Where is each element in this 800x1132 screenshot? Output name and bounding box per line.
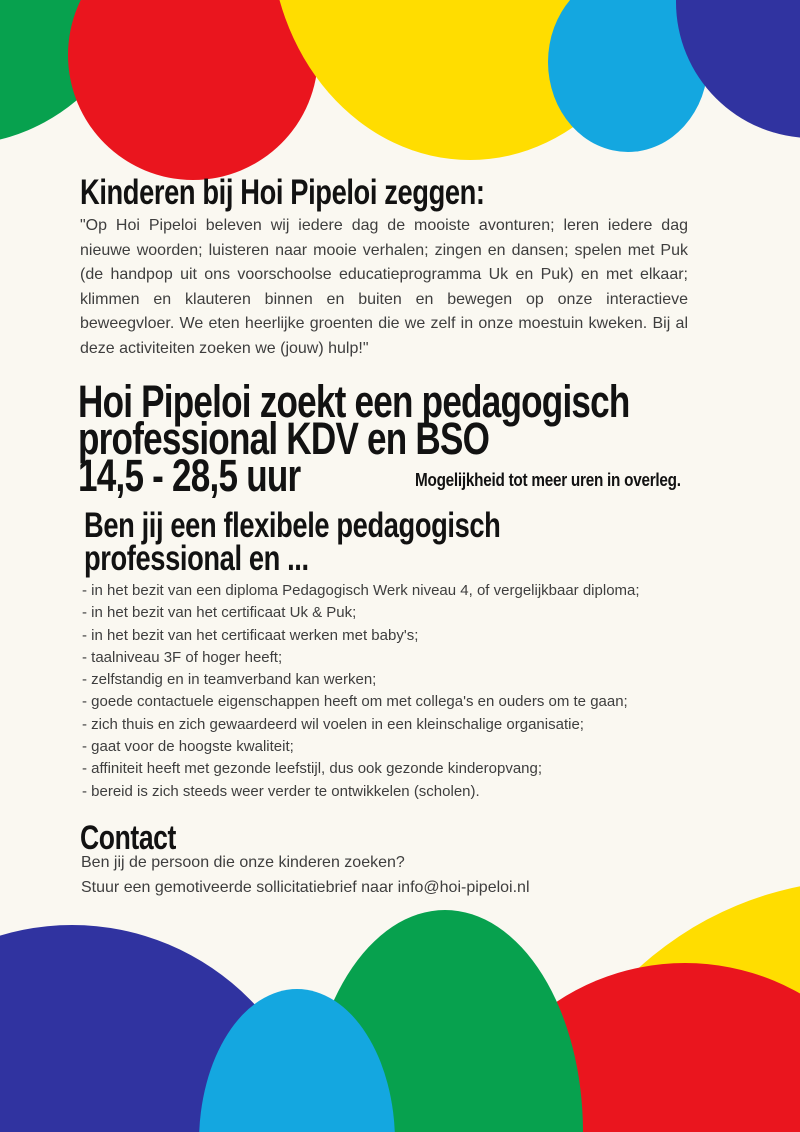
testimonial-body: "Op Hoi Pipeloi beleven wij iedere dag de mooiste avonturen; leren iedere dag nieuwe woorden; luisteren naar mooie verhalen; zingen en dansen; spelen met Puk (de handpop uit ons voorschoolse educatieprogramma Uk en Puk) en met elkaar; klimmen en klauteren binnen en buiten en bewegen op onze interactieve beweegvloer. We eten heerlijke groenten die we zelf in onze moestuin kweken. Bij al deze activiteiten zoeken we (jouw) hulp!" bbox=[80, 217, 688, 357]
vacancy-title-hours: 14,5 - 28,5 uur bbox=[78, 450, 301, 501]
contact-block bbox=[81, 850, 701, 901]
decor-circle-red-top-left bbox=[68, 0, 318, 180]
requirements-heading bbox=[84, 506, 501, 578]
requirement-item: - in het bezit van het certificaat werken met baby's; bbox=[82, 626, 419, 644]
requirement-item: - taalniveau 3F of hoger heeft; bbox=[82, 648, 283, 666]
requirements-list bbox=[82, 580, 722, 803]
contact-question-line: Ben jij de persoon die onze kinderen zoeken? bbox=[81, 854, 405, 871]
vacancy-title-line2: professional KDV en BSO bbox=[78, 413, 490, 464]
testimonial-heading: Kinderen bij Hoi Pipeloi zeggen: bbox=[80, 173, 485, 212]
decor-circle-blue-top-right bbox=[676, 0, 800, 138]
requirement-item: - affiniteit heeft met gezonde leefstijl, dus ook gezonde kinderopvang; bbox=[82, 760, 543, 778]
requirement-item: - in het bezit van een diploma Pedagogisch Werk niveau 4, of vergelijkbaar diploma; bbox=[82, 582, 640, 599]
contact-apply-line: Stuur een gemotiveerde sollicitatiebrief naar info@hoi-pipeloi.nl bbox=[81, 879, 530, 897]
vacancy-title-line1: Hoi Pipeloi zoekt een pedagogisch bbox=[78, 376, 630, 427]
requirement-item: - zich thuis en zich gewaardeerd wil voelen in een kleinschalige organisatie; bbox=[82, 715, 584, 733]
requirement-item: - in het bezit van het certificaat Uk & Puk; bbox=[82, 604, 357, 622]
contact-heading: Contact bbox=[80, 819, 176, 857]
requirements-heading-line2: professional en ... bbox=[84, 539, 309, 578]
requirement-item: - zelfstandig en in teamverband kan werken; bbox=[82, 671, 377, 689]
requirement-item: - goede contactuele eigenschappen heeft om met collega's en ouders om te gaan; bbox=[82, 693, 628, 711]
vacancy-hours-note: Mogelijkheid tot meer uren in overleg. bbox=[415, 470, 681, 490]
requirements-heading-line1: Ben jij een flexibele pedagogisch bbox=[84, 506, 501, 545]
requirement-item: - gaat voor de hoogste kwaliteit; bbox=[82, 738, 294, 756]
requirement-item: - bereid is zich steeds weer verder te ontwikkelen (scholen). bbox=[82, 782, 480, 800]
